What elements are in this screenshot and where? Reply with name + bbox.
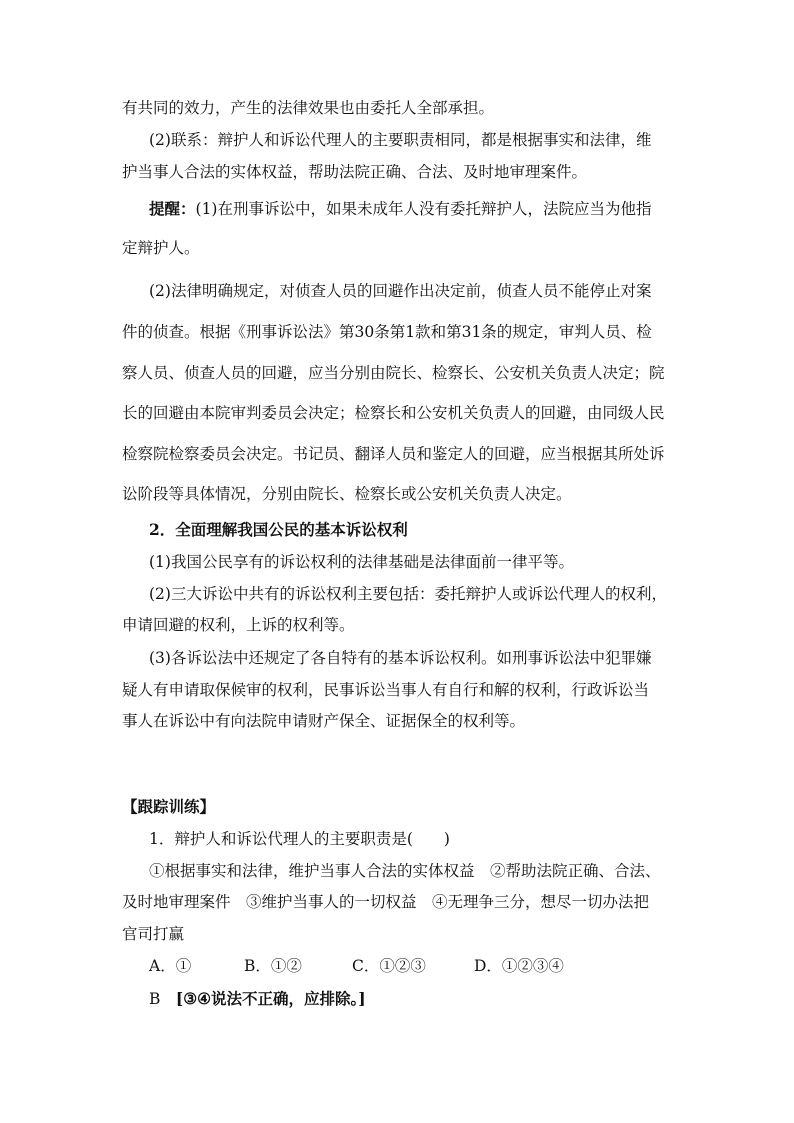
answer-explanation: [③④说法不正确，应排除。] bbox=[175, 989, 366, 1008]
text-line: 定辩护人。 bbox=[122, 239, 200, 257]
statement-line: ①根据事实和法律，维护当事人合法的实体权益 ②帮助法院正确、合法、 bbox=[149, 862, 661, 880]
option-a: A．① bbox=[149, 957, 192, 975]
text-line: 护当事人合法的实体权益，帮助法院正确、合法、及时地审理案件。 bbox=[122, 163, 588, 181]
text-line: (2)法律明确规定，对侦查人员的回避作出决定前，侦查人员不能停止对案 bbox=[149, 282, 652, 300]
option-d: D．①②③④ bbox=[474, 957, 564, 975]
text-line: 疑人有申请取保候审的权利，民事诉讼当事人有自行和解的权利，行政诉讼当 bbox=[122, 681, 650, 699]
question-stem: 1．辩护人和诉讼代理人的主要职责是( ) bbox=[149, 830, 450, 848]
statement-line: 官司打赢 bbox=[122, 925, 185, 943]
reminder-text: (1)在刑事诉讼中，如果未成年人没有委托辩护人，法院应当为他指 bbox=[195, 200, 652, 218]
text-line: (3)各诉讼法中还规定了各自特有的基本诉讼权利。如刑事诉讼法中犯罪嫌 bbox=[149, 649, 652, 667]
text-line: (1)我国公民享有的诉讼权利的法律基础是法律面前一律平等。 bbox=[149, 553, 574, 571]
text-line: 讼阶段等具体情况，分别由院长、检察长或公安机关负责人决定。 bbox=[122, 485, 572, 503]
exercise-title: 【跟踪训练】 bbox=[122, 797, 216, 816]
text-line: 申请回避的权利，上诉的权利等。 bbox=[122, 616, 355, 634]
reminder-label: 提醒： bbox=[149, 199, 196, 218]
answer-letter: B bbox=[149, 990, 161, 1008]
statement-line: 及时地审理案件 ③维护当事人的一切权益 ④无理争三分，想尽一切办法把 bbox=[122, 893, 650, 911]
option-c: C．①②③ bbox=[352, 957, 426, 975]
text-line: 事人在诉讼中有向法院申请财产保全、证据保全的权利等。 bbox=[122, 712, 526, 730]
answer-line bbox=[149, 987, 684, 1009]
options-row bbox=[149, 954, 684, 978]
text-line: (2)三大诉讼中共有的诉讼权利主要包括：委托辩护人或诉讼代理人的权利， bbox=[149, 585, 667, 603]
text-line: 有共同的效力，产生的法律效果也由委托人全部承担。 bbox=[122, 99, 495, 117]
text-line: 检察院检察委员会决定。书记员、翻译人员和鉴定人的回避，应当根据其所处诉 bbox=[122, 445, 665, 463]
text-line: 察人员、侦查人员的回避，应当分别由院长、检察长、公安机关负责人决定；院 bbox=[122, 364, 665, 382]
section-heading: 2．全面理解我国公民的基本诉讼权利 bbox=[149, 520, 408, 539]
text-line: 件的侦查。根据《刑事诉讼法》第30条第1款和第31条的规定，审判人员、检 bbox=[122, 323, 652, 341]
text-line: (2)联系：辩护人和诉讼代理人的主要职责相同，都是根据事实和法律，维 bbox=[149, 131, 652, 149]
option-b: B．①② bbox=[244, 957, 302, 975]
reminder-line bbox=[149, 197, 684, 219]
text-line: 长的回避由本院审判委员会决定；检察长和公安机关负责人的回避，由同级人民 bbox=[122, 404, 665, 422]
